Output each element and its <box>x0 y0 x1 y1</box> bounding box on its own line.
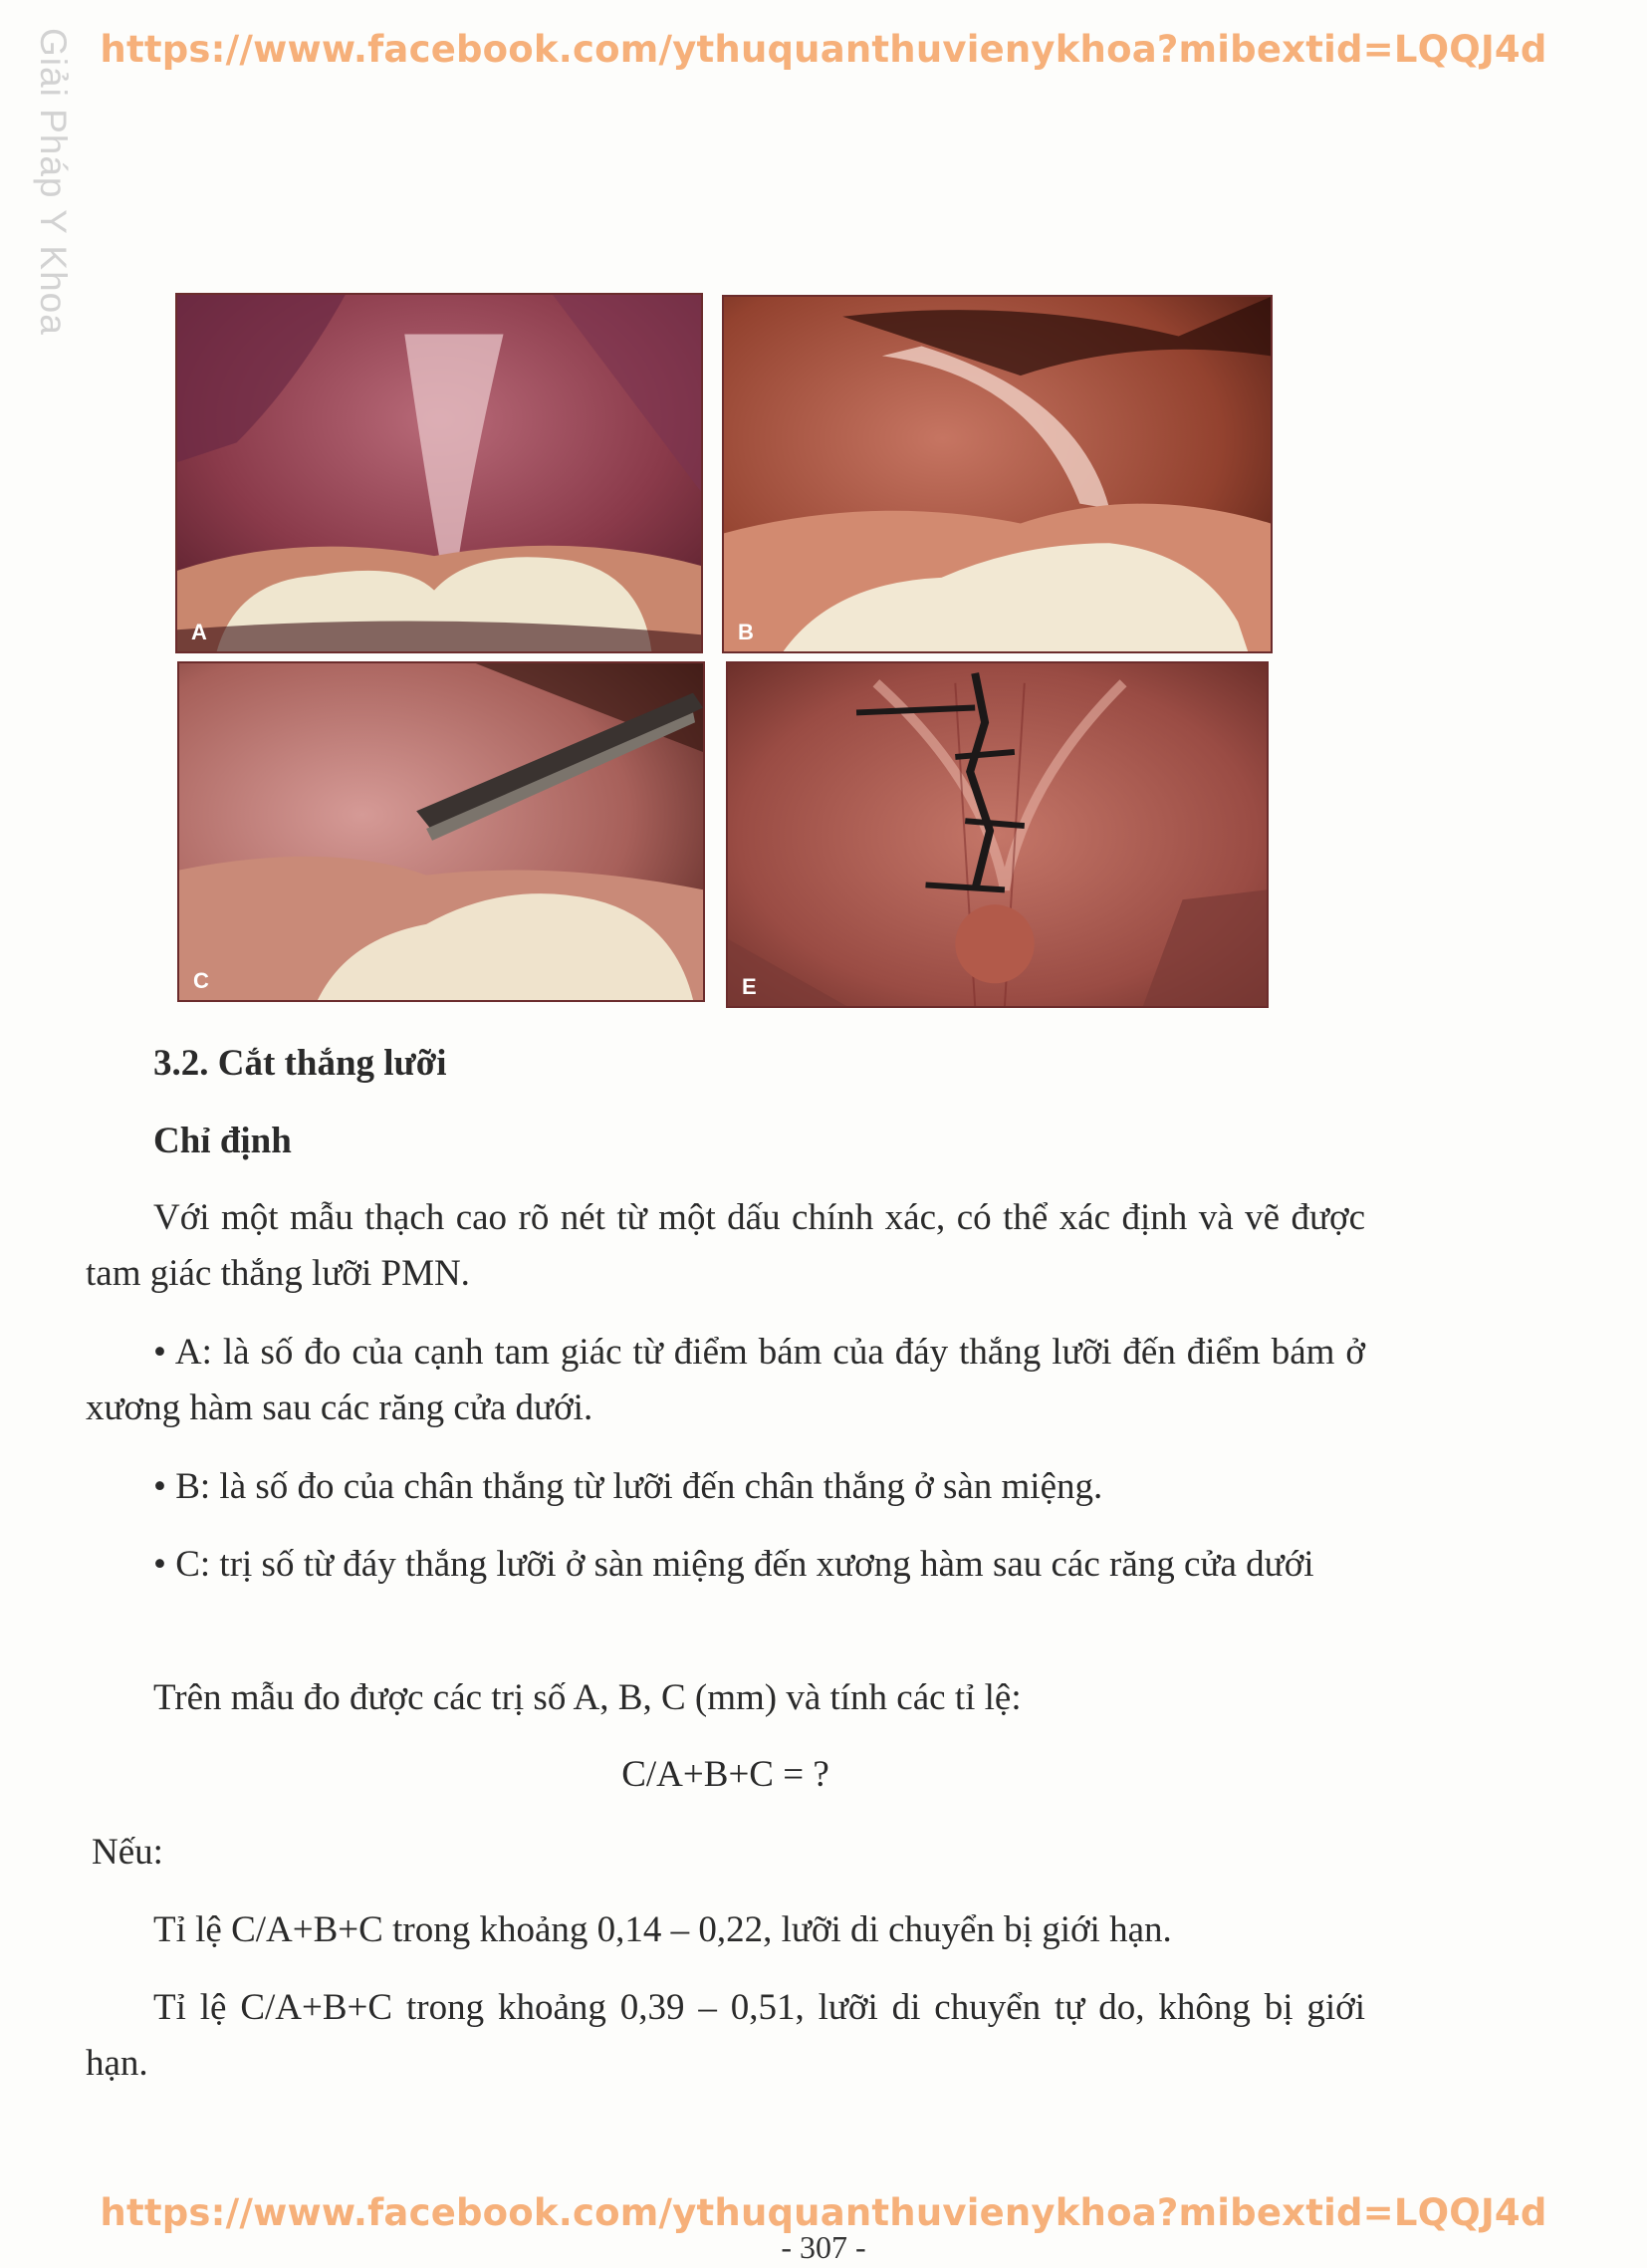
section-subheading: Chỉ định <box>153 1121 292 1161</box>
side-watermark: Giải Pháp Y Khoa <box>33 28 74 336</box>
paragraph-measure: Trên mẫu đo được các trị số A, B, C (mm) và tính các tỉ lệ: <box>153 1677 1022 1718</box>
photo-panel-e <box>726 661 1269 1008</box>
result-free: Tỉ lệ C/A+B+C trong khoảng 0,39 – 0,51, lưỡi di chuyển tự do, không bị giới hạn. <box>86 1987 1365 2084</box>
panel-label-e: E <box>742 974 757 999</box>
bullet-c: • C: trị số từ đáy thắng lưỡi ở sàn miệng đến xương hàm sau các răng cửa dưới <box>153 1544 1314 1585</box>
photo-a-image <box>177 295 701 651</box>
bullet-a: • A: là số đo của cạnh tam giác từ điểm bám của đáy thắng lưỡi đến điểm bám ở xương hàm sau các răng cửa dưới. <box>86 1332 1365 1428</box>
page-number: - 307 - <box>781 2229 866 2265</box>
panel-label-a: A <box>191 620 207 644</box>
if-label: Nếu: <box>92 1832 163 1873</box>
formula: C/A+B+C = ? <box>621 1754 829 1795</box>
result-restricted: Tỉ lệ C/A+B+C trong khoảng 0,14 – 0,22, lưỡi di chuyển bị giới hạn. <box>153 1909 1172 1950</box>
photo-panel-a <box>175 293 703 653</box>
watermark-link-top[interactable]: https://www.facebook.com/ythuquanthuvienykhoa?mibextid=LQQJ4d <box>100 28 1547 71</box>
panel-label-c: C <box>193 968 209 993</box>
watermark-link-bottom[interactable]: https://www.facebook.com/ythuquanthuvienykhoa?mibextid=LQQJ4d <box>100 2191 1547 2234</box>
paragraph-intro: Với một mẫu thạch cao rõ nét từ một dấu chính xác, có thể xác định và vẽ được tam giác thắng lưỡi PMN. <box>86 1197 1365 1294</box>
photo-b-image <box>724 297 1271 651</box>
photo-panel-c <box>177 661 705 1002</box>
bullet-b: • B: là số đo của chân thắng từ lưỡi đến chân thắng ở sàn miệng. <box>153 1466 1103 1507</box>
photo-e-image <box>728 663 1267 1006</box>
photo-c-image <box>179 663 703 1000</box>
photo-panel-b <box>722 295 1273 653</box>
panel-label-b: B <box>738 620 754 644</box>
section-heading: 3.2. Cắt thắng lưỡi <box>153 1043 447 1084</box>
